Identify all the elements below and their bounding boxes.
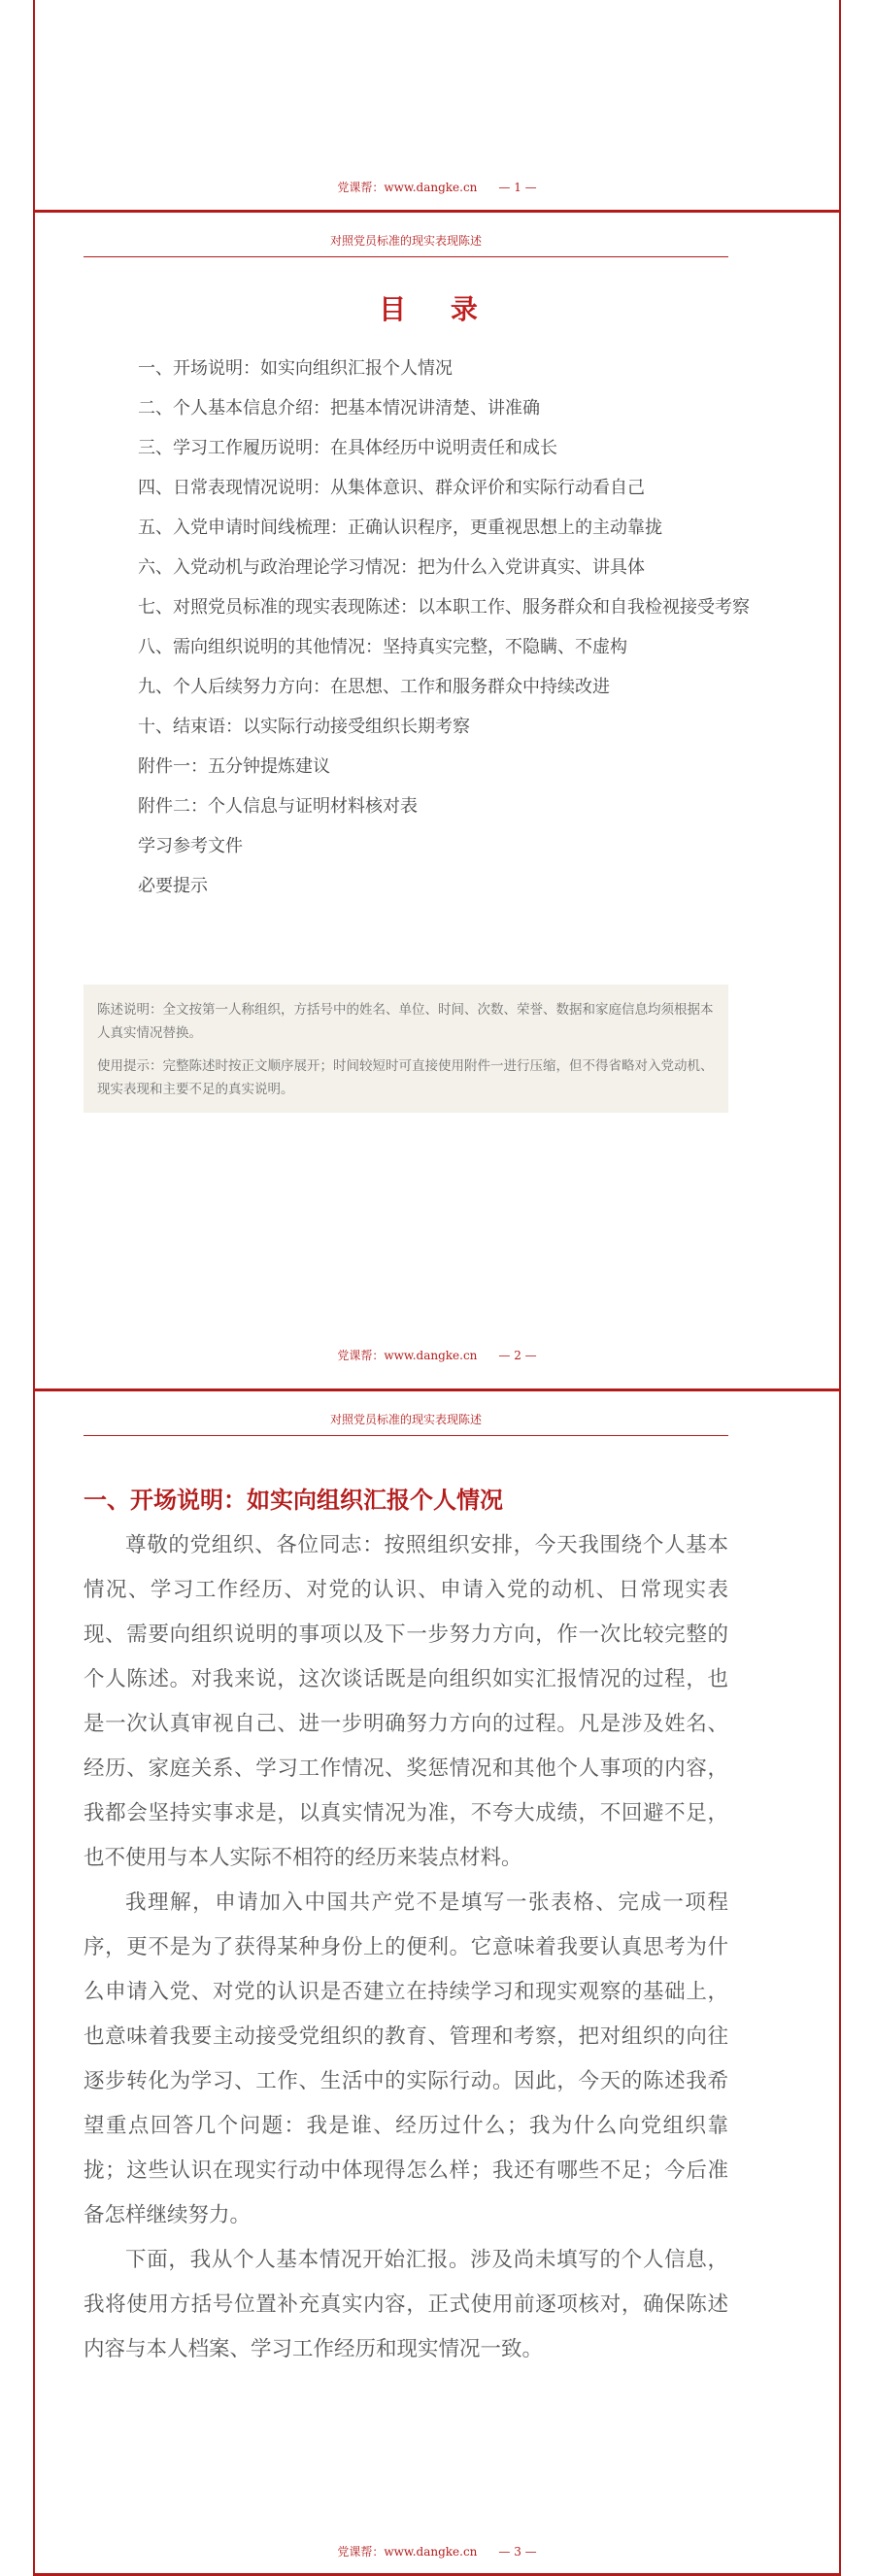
toc-item[interactable]: 六、入党动机与政治理论学习情况：把为什么入党讲真实、讲具体	[138, 557, 645, 578]
section-title: 一、开场说明：如实向组织汇报个人情况	[84, 1487, 503, 1514]
toc-item[interactable]: 十、结束语：以实际行动接受组织长期考察	[138, 717, 470, 737]
toc-item[interactable]: 附件二：个人信息与证明材料核对表	[138, 796, 418, 817]
page-footer	[35, 1347, 839, 1363]
toc-item[interactable]: 五、入党申请时间线梳理：正确认识程序，更重视思想上的主动靠拢	[138, 518, 662, 538]
toc-item[interactable]: 学习参考文件	[138, 836, 243, 856]
toc-item[interactable]: 三、学习工作履历说明：在具体经历中说明责任和成长	[138, 438, 557, 458]
footer-site: 党课帮：www.dangke.cn	[337, 1349, 478, 1362]
toc-item[interactable]: 七、对照党员标准的现实表现陈述：以本职工作、服务群众和自我检视接受考察	[138, 597, 750, 618]
toc-item[interactable]: 九、个人后续努力方向：在思想、工作和服务群众中持续改进	[138, 677, 610, 697]
toc-item[interactable]: 二、个人基本信息介绍：把基本情况讲清楚、讲准确	[138, 398, 540, 418]
paragraph: 尊敬的党组织、各位同志：按照组织安排，今天我围绕个人基本情况、学习工作经历、对党的认识、申请入党的动机、日常现实表现、需要向组织说明的事项以及下一步努力方向，作一次比较完整的个人陈述。对我来说，这次谈话既是向组织如实汇报情况的过程，也是一次认真审视自己、进一步明确努力方向的过程。凡是涉及姓名、经历、家庭关系、学习工作情况、奖惩情况和其他个人事项的内容，我都会坚持实事求是，以真实情况为准，不夸大成绩，不回避不足，也不使用与本人实际不相符的经历来装点材料。	[84, 1533, 728, 1870]
page-footer	[35, 179, 839, 195]
paragraph: 下面，我从个人基本情况开始汇报。涉及尚未填写的个人信息，我将使用方括号位置补充真实内容，正式使用前逐项核对，确保陈述内容与本人档案、学习工作经历和现实情况一致。	[84, 2248, 728, 2361]
page-footer	[35, 2543, 839, 2559]
footer-page-number: — 1 —	[498, 181, 537, 194]
note-usage: 使用提示：完整陈述时按正文顺序展开；时间较短时可直接使用附件一进行压缩，但不得省略对入党动机、现实表现和主要不足的真实说明。	[97, 1058, 714, 1097]
toc-item[interactable]: 附件一：五分钟提炼建议	[138, 756, 330, 777]
footer-page-number: — 3 —	[498, 2545, 537, 2559]
page-3	[33, 1391, 841, 2576]
toc-item[interactable]: 八、需向组织说明的其他情况：坚持真实完整，不隐瞒、不虚构	[138, 637, 627, 657]
toc-item[interactable]: 四、日常表现情况说明：从集体意识、群众评价和实际行动看自己	[138, 478, 645, 498]
running-head: 对照党员标准的现实表现陈述	[84, 1411, 728, 1436]
page-2	[33, 213, 841, 1391]
page-1	[33, 0, 841, 210]
paragraph: 我理解，申请加入中国共产党不是填写一张表格、完成一项程序，更不是为了获得某种身份上的便利。它意味着我要认真思考为什么申请入党、对党的认识是否建立在持续学习和现实观察的基础上，也意味着我要主动接受党组织的教育、管理和考察，把对组织的向往逐步转化为学习、工作、生活中的实际行动。因此，今天的陈述我希望重点回答几个问题：我是谁、经历过什么；我为什么向党组织靠拢；这些认识在现实行动中体现得怎么样；我还有哪些不足；今后准备怎样继续努力。	[84, 1890, 728, 2227]
section-body	[84, 1523, 728, 2372]
footer-site: 党课帮：www.dangke.cn	[337, 181, 478, 194]
running-head: 对照党员标准的现实表现陈述	[84, 232, 728, 257]
footer-site: 党课帮：www.dangke.cn	[337, 2545, 478, 2559]
note-statement: 陈述说明：全文按第一人称组织，方括号中的姓名、单位、时间、次数、荣誉、数据和家庭信息均须根据本人真实情况替换。	[97, 1002, 714, 1041]
toc-item[interactable]: 必要提示	[138, 876, 208, 896]
usage-note-box	[84, 985, 728, 1113]
toc-title: 目 录	[379, 293, 495, 325]
toc-list	[138, 349, 798, 906]
toc-item[interactable]: 一、开场说明：如实向组织汇报个人情况	[138, 358, 453, 379]
footer-page-number: — 2 —	[498, 1349, 537, 1362]
